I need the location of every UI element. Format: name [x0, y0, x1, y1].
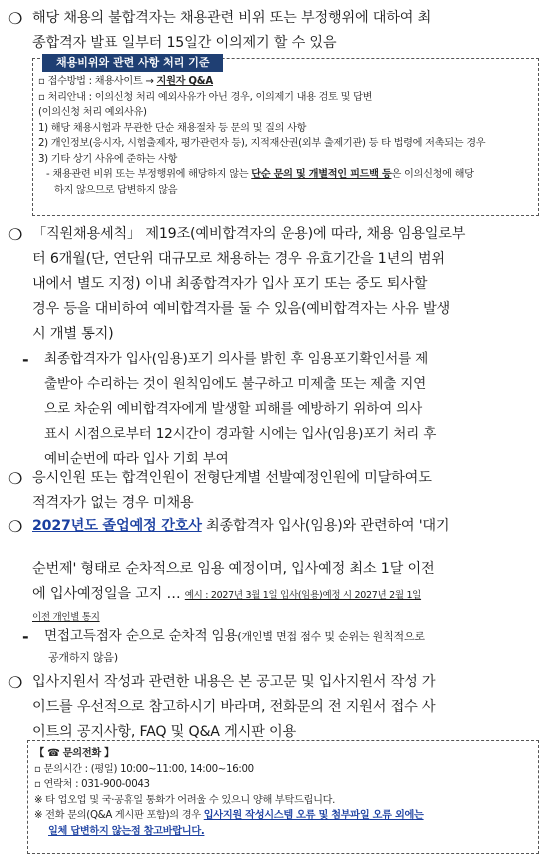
interview-order-dash-item [22, 624, 539, 667]
text-line: 이트의 공지사항, FAQ 및 Q&A 게시판 이용 [32, 724, 296, 740]
no-qualified-section [8, 466, 539, 516]
contact-note-1: ※ 타 업오업 및 국·공휴일 통화가 어려울 수 있으니 양해 부탁드립니다. [34, 794, 336, 806]
text-line: 순번제' 형태로 순차적으로 임용 예정이며, 입사예정 최소 1달 이전 [32, 561, 435, 577]
text-line: 응시인원 또는 합격인원이 전형단계별 선발예정인원에 미달하여도 [32, 470, 432, 486]
contact-note-3: 일체 답변하지 않는점 참고바랍니다. [48, 825, 205, 837]
text-line: 최종합격자가 입사(임용)포기 의사를 밝힌 후 임용포기확인서를 제 [44, 351, 429, 367]
process-line: ▫ 처리안내 : 이의신청 처리 예외사유가 아닌 경우, 이의제기 내용 검토 및 답변 [38, 91, 373, 103]
qa-board-link[interactable]: 지원자 Q&A [156, 76, 213, 87]
text-line: 면접고득점자 순으로 순차적 임용(개인별 면접 점수 및 순위는 원칙적으로 [44, 628, 425, 644]
text-line: 시 개별 통지) [32, 326, 114, 342]
exception-item-2: 2) 개인정보(응시자, 시험출제자, 평가관련자 등), 지적재산권(외부 출제기관) 등 타 법령에 저촉되는 경우 [38, 138, 486, 149]
objection-criteria-content [38, 74, 534, 198]
exception-title: (이의신청 처리 예외사유) [38, 107, 147, 118]
circle-bullet-icon: ❍ [8, 517, 23, 536]
text-line: 이드를 우선적으로 참고하시기 바라며, 전화문의 전 지원서 접수 사 [32, 699, 436, 715]
text-line: 적격자가 없는 경우 미채용 [32, 495, 194, 511]
contact-phone[interactable]: ▫ 연락처 : 031-900-0043 [34, 779, 150, 790]
circle-bullet-icon: ❍ [8, 673, 23, 692]
text-line: 표시 시점으로부터 12시간이 경과할 시에는 입사(임용)포기 처리 후 [44, 426, 437, 442]
graduate-nurse-section [8, 514, 539, 628]
exception-note-cont: 하지 않으므로 답변하지 않음 [54, 184, 178, 196]
text-line: 출받아 수리하는 것이 원칙임에도 불구하고 미제출 또는 제출 지연 [44, 376, 427, 392]
text-line: 에 입사예정일을 고지 … 예시 : 2027년 3월 1일 입사(임용)예정 시 2027년 2월 1일 [32, 586, 422, 602]
circle-bullet-icon: ❍ [8, 9, 23, 28]
resignation-dash-item [22, 347, 539, 472]
text-line: 내에서 별도 지정) 이내 최종합격자가 입사 포기 또는 중도 퇴사할 [32, 276, 428, 292]
method-line: ▫ 접수방법 : 채용사이트 → 지원자 Q&A [38, 76, 213, 87]
contact-title: 【 ☎ 문의전화 】 [34, 748, 115, 759]
contact-hours: ▫ 문의시간 : (평일) 10:00~11:00, 14:00~16:00 [34, 763, 254, 775]
contact-note-2: ※ 전화 문의(Q&A 게시판 포함)의 경우 입사지원 작성시스템 오류 및 첨부파일 오류 외에는 [34, 810, 424, 821]
text-line: 「직원채용세칙」 제19조(예비합격자의 운용)에 따라, 채용 임용일로부 [32, 226, 466, 242]
text-line: 2027년도 졸업예정 간호사 최종합격자 입사(임용)와 관련하여 '대기 [32, 518, 450, 534]
exception-item-1: 1) 해당 채용시험과 무관한 단순 채용절차 등 문의 및 질의 사항 [38, 122, 307, 134]
dash-bullet-icon: - [22, 350, 29, 369]
text-line: 종합격자 발표 일부터 15일간 이의제기 할 수 있음 [32, 35, 337, 51]
notice-objection [8, 6, 539, 56]
dash-bullet-icon: - [22, 627, 29, 646]
text-line: 입사지원서 작성과 관련한 내용은 본 공고문 및 입사지원서 작성 가 [32, 674, 436, 690]
highlight-text: 2027년도 졸업예정 간호사 [32, 518, 202, 534]
text-line: 으로 차순위 예비합격자에게 발생할 피해를 예방하기 위하여 의사 [44, 401, 422, 417]
circle-bullet-icon: ❍ [8, 225, 23, 244]
exception-item-3: 3) 기타 상기 사유에 준하는 사항 [38, 153, 178, 165]
application-guide-section [8, 670, 539, 745]
text-line: 공개하지 않음) [48, 651, 118, 664]
exception-note: - 채용관련 비위 또는 부정행위에 해당하지 않는 단순 문의 및 개별적인 피드백 등은 이의신청에 해당 [46, 169, 474, 180]
text-line: 해당 채용의 불합격자는 채용관련 비위 또는 부정행위에 대하여 최 [32, 10, 432, 26]
text-line: 터 6개월(단, 연단위 대규모로 채용하는 경우 유효기간을 1년의 범위 [32, 251, 445, 267]
example-line: 이전 개인별 통지 [32, 612, 100, 623]
contact-info-content [34, 746, 534, 839]
text-line: 경우 등을 대비하여 예비합격자를 둘 수 있음(예비합격자는 사유 발생 [32, 301, 450, 317]
text-line: 예비순번에 따라 입사 기회 부여 [44, 451, 229, 467]
box-title-tag: 채용비위와 관련 사항 처리 기준 [42, 54, 223, 72]
circle-bullet-icon: ❍ [8, 469, 23, 488]
reserve-candidate-section [8, 222, 539, 347]
